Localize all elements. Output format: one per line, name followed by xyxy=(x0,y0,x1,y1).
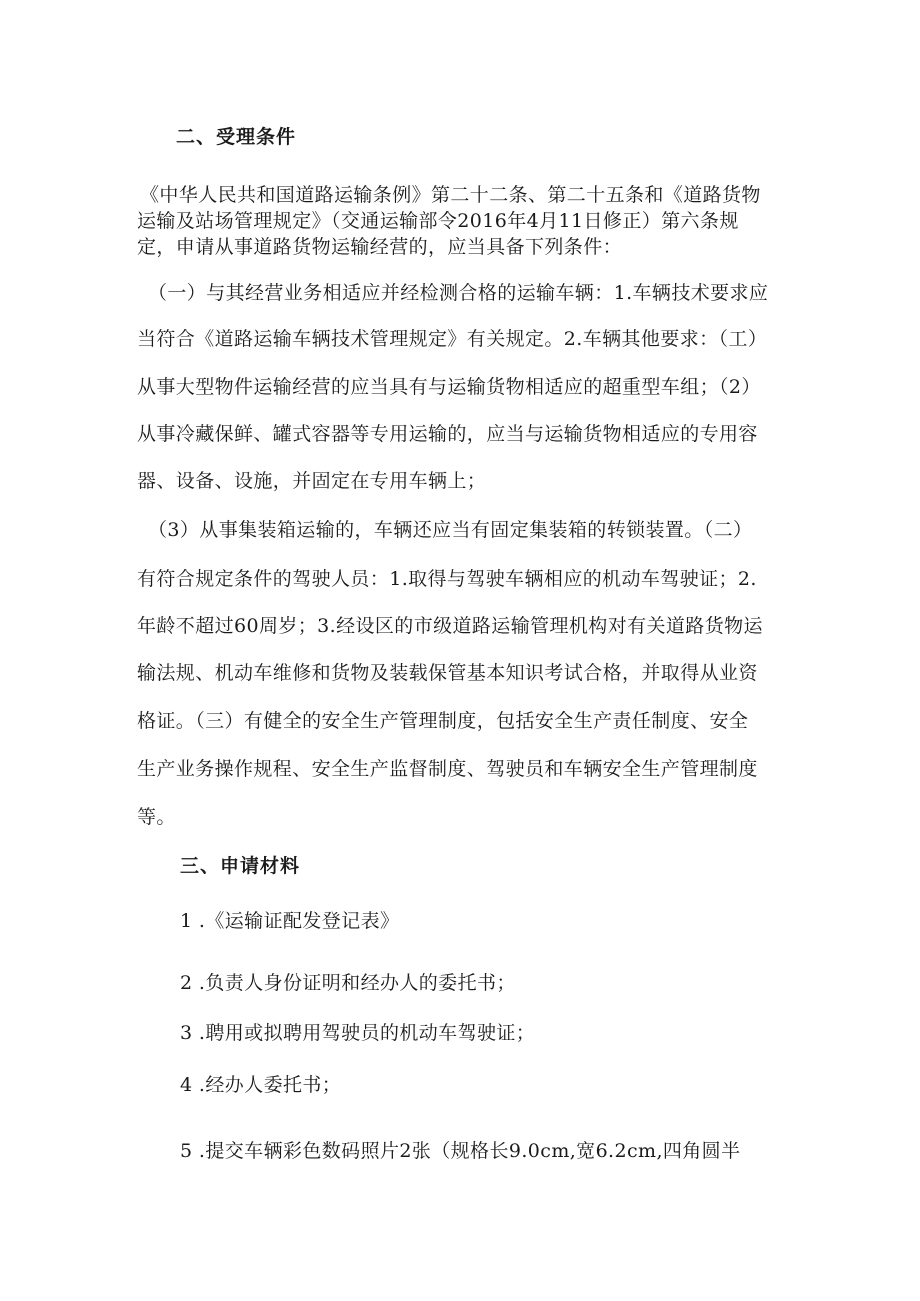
condition2-line-4: 输法规、机动车维修和货物及装载保管基本知识考试合格，并取得从业资 xyxy=(137,662,758,684)
condition-line-3: 从事大型物件运输经营的应当具有与运输货物相适应的超重型车组；（2） xyxy=(137,376,761,398)
condition-line-4: 从事冷藏保鲜、罐式容器等专用运输的，应当与运输货物相适应的专用容 xyxy=(137,423,758,445)
material-item-3: 3 .聘用或拟聘用驾驶员的机动车驾驶证； xyxy=(180,1022,536,1044)
condition-line-2: 当符合《道路运输车辆技术管理规定》有关规定。2.车辆其他要求：（工） xyxy=(137,328,768,350)
condition2-line-3: 年龄不超过60周岁；3.经设区的市级道路运输管理机构对有关道路货物运 xyxy=(137,615,763,637)
material-item-5: 5 .提交车辆彩色数码照片2张（规格长9.0cm,宽6.2cm,四角圆半 xyxy=(180,1140,741,1162)
material-item-4: 4 .经办人委托书； xyxy=(180,1074,342,1096)
condition2-line-2: 有符合规定条件的驾驶人员：1.取得与驾驶车辆相应的机动车驾驶证；2. xyxy=(137,568,757,590)
material-item-1: 1 .《运输证配发登记表》 xyxy=(180,910,400,932)
condition2-line-5: 格证。（三）有健全的安全生产管理制度，包括安全生产责任制度、安全 xyxy=(137,710,749,732)
condition2-line-1: （3）从事集装箱运输的，车辆还应当有固定集装箱的转锁装置。（二） xyxy=(148,519,753,541)
section-heading-application-materials: 三、申请材料 xyxy=(180,855,301,877)
intro-line-2: 运输及站场管理规定》（交通运输部令2016年4月11日修正）第六条规 xyxy=(137,210,739,232)
section-heading-acceptance-conditions: 二、受理条件 xyxy=(176,126,297,148)
intro-line-1: 《中华人民共和国道路运输条例》第二十二条、第二十五条和《道路货物 xyxy=(140,184,761,206)
condition-line-5: 器、设备、设施，并固定在专用车辆上； xyxy=(137,470,487,492)
intro-line-3: 定，申请从事道路货物运输经营的，应当具备下列条件： xyxy=(137,236,623,258)
condition2-line-6: 生产业务操作规程、安全生产监督制度、驾驶员和车辆安全生产管理制度 xyxy=(137,758,758,780)
condition-line-1: （一）与其经营业务相适应并经检测合格的运输车辆：1.车辆技术要求应 xyxy=(148,282,769,304)
condition2-line-7: 等。 xyxy=(137,806,176,828)
material-item-2: 2 .负责人身份证明和经办人的委托书； xyxy=(180,972,516,994)
